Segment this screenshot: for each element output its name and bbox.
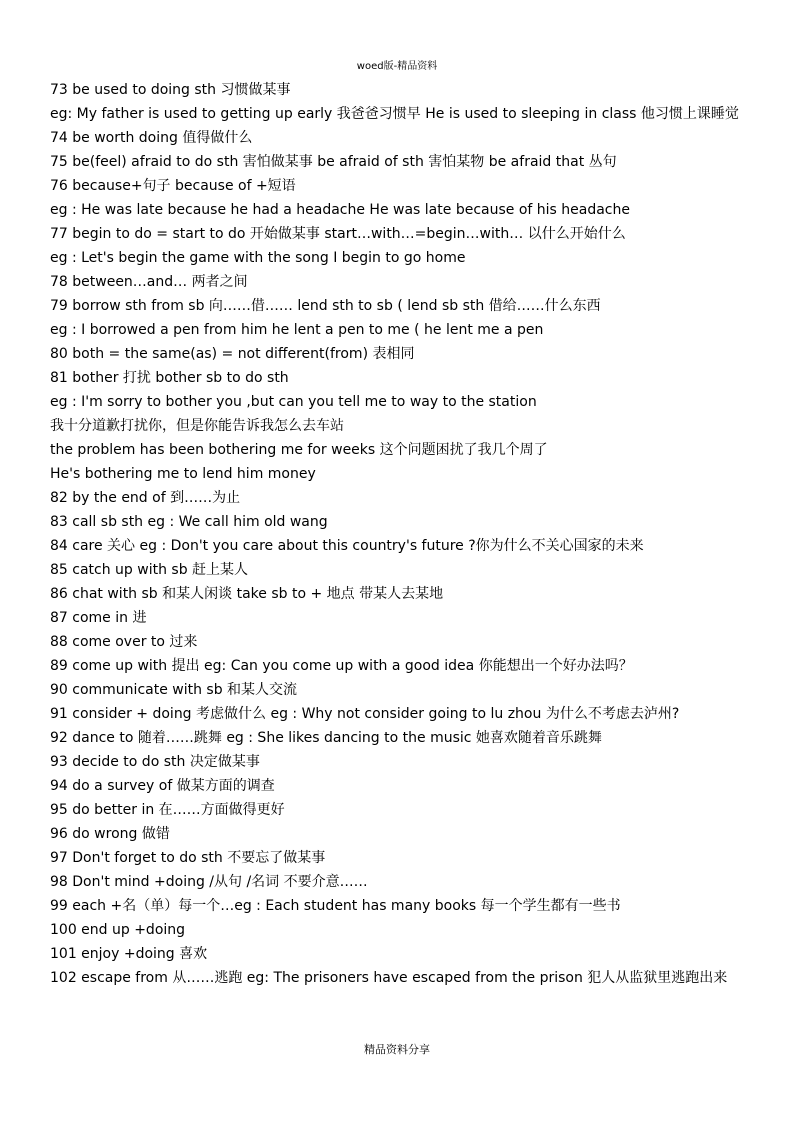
text-line: 74 be worth doing 值得做什么 (50, 130, 253, 146)
text-line: 101 enjoy +doing 喜欢 (50, 946, 208, 962)
text-line: 84 care 关心 eg : Don't you care about this country's future ?你为什么不关心国家的未来 (50, 538, 644, 554)
text-line: 81 bother 打扰 bother sb to do sth (50, 370, 289, 386)
text-line: 85 catch up with sb 赶上某人 (50, 562, 249, 578)
text-line: 100 end up +doing (50, 922, 186, 938)
text-line: 82 by the end of 到……为止 (50, 490, 241, 506)
text-line: 97 Don't forget to do sth 不要忘了做某事 (50, 850, 326, 866)
text-line: eg : I borrowed a pen from him he lent a pen to me ( he lent me a pen (50, 322, 544, 338)
text-line: 94 do a survey of 做某方面的调查 (50, 778, 275, 794)
document-body (50, 78, 750, 990)
text-line: 87 come in 进 (50, 610, 147, 626)
page-header: woed版-精品资料 (356, 61, 438, 72)
text-line: 73 be used to doing sth 习惯做某事 (50, 82, 291, 98)
text-line: eg : Let's begin the game with the song I begin to go home (50, 250, 466, 266)
text-line: 80 both = the same(as) = not different(from) 表相同 (50, 346, 415, 362)
text-line: 76 because+句子 because of +短语 (50, 178, 296, 194)
text-line: eg : I'm sorry to bother you ,but can you tell me to way to the station (50, 394, 537, 410)
text-line: 86 chat with sb 和某人闲谈 take sb to + 地点 带某人去某地 (50, 586, 444, 602)
text-line: 99 each +名（单）每一个…eg : Each student has many books 每一个学生都有一些书 (50, 898, 621, 914)
text-line: 75 be(feel) afraid to do sth 害怕做某事 be afraid of sth 害怕某物 be afraid that 丛句 (50, 154, 617, 170)
text-line: 102 escape from 从……逃跑 eg: The prisoners have escaped from the prison 犯人从监狱里逃跑出来 (50, 970, 728, 986)
text-line: 78 between…and… 两者之间 (50, 274, 248, 290)
text-line: He's bothering me to lend him money (50, 466, 316, 482)
text-line: 95 do better in 在……方面做得更好 (50, 802, 285, 818)
text-line: eg: My father is used to getting up early 我爸爸习惯早 He is used to sleeping in class 他习惯上课睡觉 (50, 106, 739, 122)
text-line: 79 borrow sth from sb 向……借…… lend sth to sb ( lend sb sth 借给……什么东西 (50, 298, 601, 314)
text-line: 96 do wrong 做错 (50, 826, 170, 842)
text-line: 93 decide to do sth 决定做某事 (50, 754, 260, 770)
text-line: 98 Don't mind +doing /从句 /名词 不要介意…… (50, 874, 368, 890)
text-line: the problem has been bothering me for weeks 这个问题困扰了我几个周了 (50, 442, 548, 458)
text-line: 88 come over to 过来 (50, 634, 198, 650)
text-line: 92 dance to 随着……跳舞 eg : She likes dancing to the music 她喜欢随着音乐跳舞 (50, 730, 602, 746)
text-line: 83 call sb sth eg : We call him old wang (50, 514, 328, 530)
text-line: eg : He was late because he had a headache He was late because of his headache (50, 202, 630, 218)
text-line: 我十分道歉打扰你，但是你能告诉我怎么去车站 (50, 418, 344, 434)
page-footer: 精品资料分享 (364, 1043, 430, 1056)
text-line: 89 come up with 提出 eg: Can you come up with a good idea 你能想出一个好办法吗？ (50, 658, 633, 674)
text-line: 90 communicate with sb 和某人交流 (50, 682, 298, 698)
text-line: 77 begin to do = start to do 开始做某事 start…with…=begin…with… 以什么开始什么 (50, 226, 626, 242)
text-line: 91 consider + doing 考虑做什么 eg : Why not consider going to lu zhou 为什么不考虑去泸州? (50, 706, 680, 722)
